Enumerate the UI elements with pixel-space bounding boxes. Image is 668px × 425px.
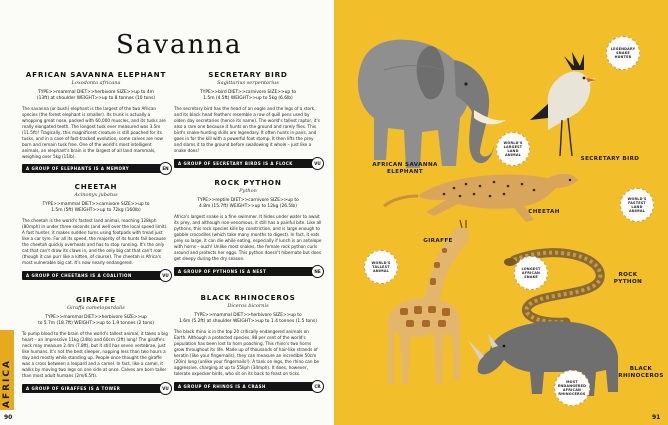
fact-badge-tallest: WORLD'S TALLEST ANIMAL	[364, 250, 398, 284]
entry-black-rhino	[174, 293, 322, 391]
stats-line: 1.5m (4.5ft) WEIGHT>>up to 5kg (6.6lb)	[203, 95, 293, 101]
caption-secretary-bird: SECRETARY BIRD	[580, 156, 640, 162]
body-text: To pump blood to the brain of the world's tallest animal, it takes a big heart – an impressive 11kg (24lb) and 60cm (2ft) long! The giraffe's neck may measure 2.4m (7.8ft), but it still has seven vertebrae, just like humans. It's not the best sleeper, napping less than two hours a day and mostly while standing up. People once thought the giraffe was a cross between a leopard and a camel. In fact, like a camel, it walks by moving two legs on one side at once. Calves are born taller than most adult humans (2m/6.5ft).	[22, 330, 168, 378]
stats-line: TYPE>>mammal DIET>>carnivore SIZE>>up to	[42, 202, 150, 207]
group-text: A GROUP OF GIRAFFES IS A TOWER	[26, 385, 121, 391]
entry-giraffe	[22, 295, 170, 393]
rhino-illustration	[468, 321, 618, 396]
caption-elephant: AFRICAN SAVANNA ELEPHANT	[372, 162, 438, 175]
stats	[22, 315, 170, 327]
fact-badge-legendary: LEGENDARY SNAKE HUNTER	[606, 36, 640, 70]
right-page	[334, 0, 668, 425]
body-text: The savanna (or bush) elephant is the largest of the two African species (the forest elephant is smaller). Its trunk is actually a whopping great nose, packed with 60,000 muscles, and its tusks are really elongated teeth. The longest tusk ever measured was 3.5m (11.5ft)! Tragically, this magnificent creature is still poached for its tusks, and in a case of fast-tracked evolution, some calves are now born and remain tusk free. One of the world's most intelligent animals, an elephant's brain is the largest of all land mammals, weighing over 5kg (11lb).	[22, 105, 166, 159]
stats-line: to 5.7m (18.7ft) WEIGHT>>up to 1.9 tonnes (2 tons)	[38, 320, 154, 326]
group-text: A GROUP OF PYTHONS IS A NEST	[178, 268, 267, 274]
caption-cheetah: CHEETAH	[528, 209, 560, 215]
group-bar	[22, 384, 170, 393]
animal-name: SECRETARY BIRD	[208, 70, 288, 79]
stats-line: (13ft) at shoulder WEIGHT>>up to 8 tonnes (10 tons)	[36, 95, 156, 101]
group-text: A GROUP OF ELEPHANTS IS A MEMORY	[26, 166, 130, 172]
status-badge: EN	[159, 162, 172, 175]
body-text: Africa's largest snake is a fine swimmer. It hides under water to await its prey, and although non-venomous, it still has a painful bite. Like all pythons, this rock species kills by constriction, and is large enough to gobble crocodiles (which take many months to digest). In fact, it eats prey so large, it can die while eating, especially if lunch is an antelope with horns – ouch! Unlike most snakes, the female rock python curls around and protects her eggs. This python doesn't hibernate but does get sleepy during the dry season.	[174, 213, 322, 261]
status-badge: VU	[159, 382, 172, 395]
stats-line: TYPE>>reptile DIET>>carnivore SIZE>>up to	[197, 198, 299, 203]
body-text: The black rhino is in the top 20 critically endangered animals on Earth. Although a protected species, 98 per cent of the world's population has been lost to horn poaching. This rhino's two horns grow throughout its life. Made up of thousands of hair-like strands of keratin (like your fingernails), they can measure an incredible 50cm (20in) long (unlike your fingernails!). A tank on legs, the rhino can be aggressive, charging at up to 55kph (34mph). It does, however, tolerate oxpecker birds, who sit on its back to feast on ticks.	[174, 328, 320, 376]
region-label: AFRICA	[2, 359, 12, 408]
stats-line: 1.5m (5ft) WEIGHT>>up to 72kg (160lb)	[51, 207, 141, 213]
fact-badge-endangered: MOST ENDANGERED AFRICAN RHINOCEROS	[554, 370, 590, 406]
latin-name: Diceros bicornis	[227, 303, 269, 309]
stats-line: TYPE>>bird DIET>>carnivore SIZE>>up to	[199, 90, 297, 95]
group-bar	[22, 164, 170, 173]
group-bar	[174, 267, 322, 276]
fact-badge-largest: WORLD'S LARGEST LAND ANIMAL	[496, 132, 530, 166]
animal-name: BLACK RHINOCEROS	[200, 293, 296, 302]
page-title: Savanna	[116, 30, 243, 60]
entry-cheetah	[22, 182, 170, 280]
group-bar	[174, 382, 322, 391]
entry-secretary-bird	[174, 70, 322, 168]
animal-name: ROCK PYTHON	[214, 178, 282, 187]
latin-name: Acinonyx jubatus	[74, 192, 118, 198]
latin-name: Sagittarius serpentarius	[217, 80, 279, 86]
animal-name: AFRICAN SAVANNA ELEPHANT	[25, 70, 167, 79]
stats-line: TYPE>>mammal DIET>>herbivore SIZE>>up to 4m	[38, 90, 154, 95]
status-badge: NE	[311, 265, 324, 278]
stats-line: 1.6m (5.2ft) at shoulder WEIGHT>>up to 1.4 tonnes (1.5 tons)	[179, 318, 317, 324]
stats	[174, 198, 322, 210]
page-number-left: 90	[4, 414, 13, 421]
body-text: The cheetah is the world's fastest land animal, reaching 128kph (80mph) in under three seconds (and well over the local speed limit). A fast hunter, it makes sudden turns using footpads with tread just like a car tyre. For all its speed, the majority of its hunts fail because the cheetah quickly overheats and has to stop running. It's the only cat that can't draw its claws in, and the only big cat that can't roar (though it can purr like a kitten, of course). The cheetah is Africa's most vulnerable big cat. It's now nearly endangered.	[22, 217, 168, 265]
latin-name: Loxodonta africana	[71, 80, 121, 86]
stats	[174, 90, 322, 102]
stats-line: TYPE>>mammal DIET>>herbivore SIZE>>up to	[194, 313, 302, 318]
status-badge: VU	[159, 269, 172, 282]
latin-name: Giraffa camelopardalis	[67, 305, 125, 311]
fact-badge-fastest: WORLD'S FASTEST LAND ANIMAL	[620, 188, 654, 222]
fact-badge-snake: LONGEST AFRICAN SNAKE	[514, 256, 548, 290]
stats	[174, 313, 322, 325]
stats-line: 4.8m (15.7ft) WEIGHT>>up to 12kg (26.5lb)	[199, 203, 297, 209]
elephant-illustration	[358, 40, 506, 168]
page-number-right: 91	[652, 414, 661, 421]
stats	[22, 202, 170, 214]
group-bar	[174, 159, 322, 168]
stats	[22, 90, 170, 102]
status-badge: CR	[311, 380, 324, 393]
group-text: A GROUP OF CHEETAHS IS A COALITION	[26, 272, 132, 278]
caption-python: ROCK PYTHON	[613, 272, 643, 285]
caption-giraffe: GIRAFFE	[423, 238, 453, 244]
group-bar	[22, 271, 170, 280]
body-text: The secretary bird has the head of an eagle and the legs of a stork, and its black head feathers resemble a row of quill pens used by olden day secretaries (hence its name). The world's tallest raptor, it's also a rare one because it hunts on the ground and rarely flies. This bird's snake-hunting skills are legendary. It often hunts in pairs, and goes in for the kill with a powerful foot stomp. It then lifts the prey and slams it to the ground before swallowing it whole – just like a snake does!	[174, 105, 320, 153]
group-text: A GROUP OF SECRETARY BIRDS IS A FLOCK	[178, 160, 293, 166]
entry-rock-python	[174, 178, 322, 276]
latin-name: Python	[239, 188, 257, 194]
stats-line: TYPE>>mammal DIET>>herbivore SIZE>>up	[45, 315, 147, 320]
animal-name: CHEETAH	[74, 182, 118, 191]
secretary-bird-illustration	[530, 52, 596, 156]
status-badge: VU	[311, 157, 324, 170]
caption-rhino: BLACK RHINOCEROS	[618, 366, 664, 379]
animal-name: GIRAFFE	[75, 295, 116, 304]
group-text: A GROUP OF RHINOS IS A CRASH	[178, 383, 266, 389]
entry-elephant	[22, 70, 170, 173]
